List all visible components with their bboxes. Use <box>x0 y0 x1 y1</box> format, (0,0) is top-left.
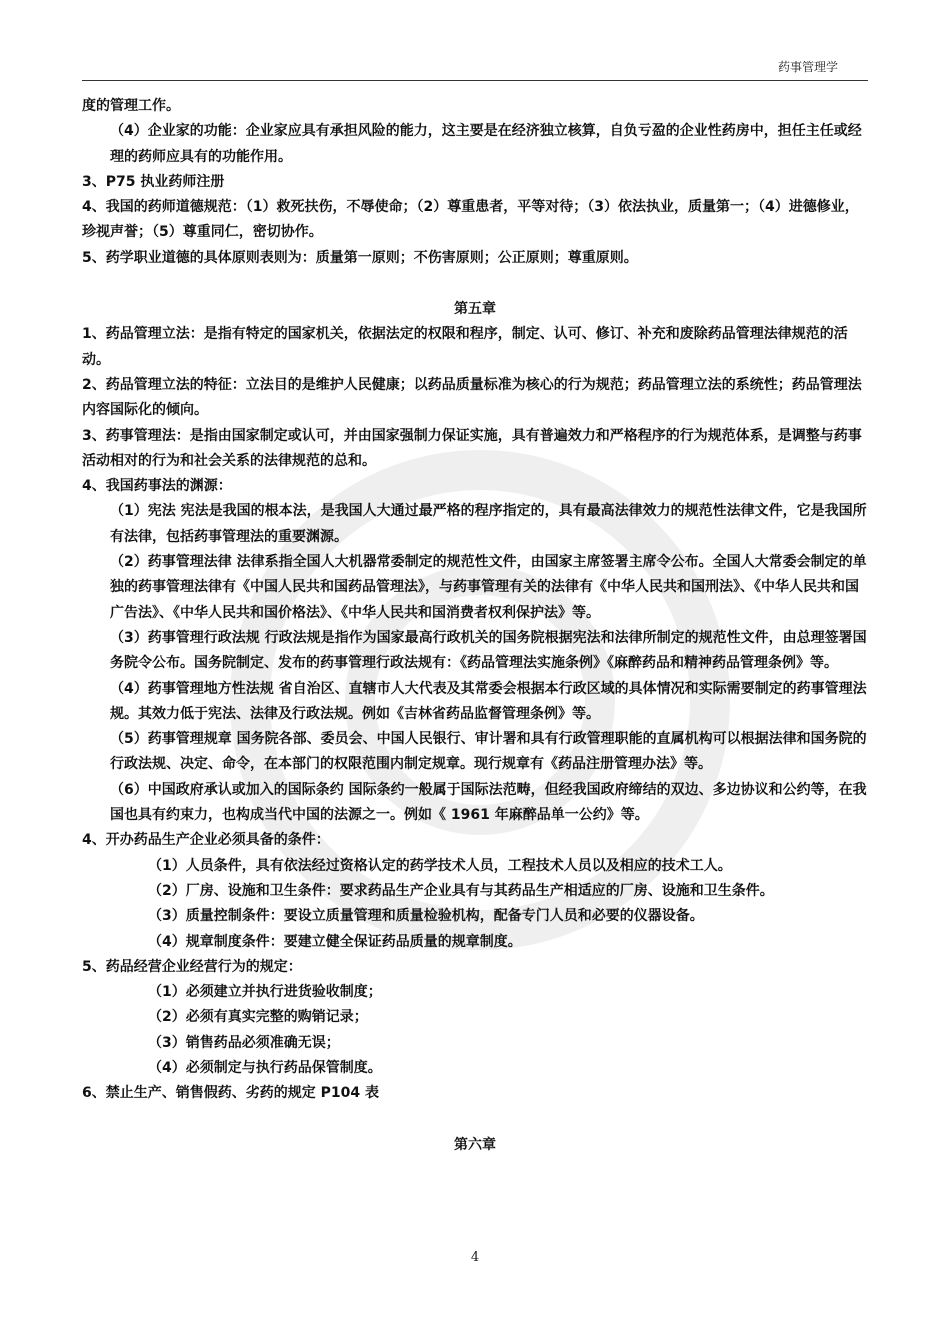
list-item: （2）必须有真实完整的购销记录； <box>148 1009 368 1026</box>
paragraph: 5、药学职业道德的具体原则表则为：质量第一原则；不伤害原则；公正原则；尊重原则。 <box>82 249 638 266</box>
paragraph: 4、我国药事法的渊源： <box>82 478 232 495</box>
list-item: （4）规章制度条件：要建立健全保证药品质量的规章制度。 <box>148 933 522 950</box>
list-item: （1）必须建立并执行进货验收制度； <box>148 984 382 1001</box>
paragraph: 3、P75 执业药师注册 <box>82 173 225 190</box>
spacer <box>82 271 868 297</box>
list-item: （4）药事管理地方性法规 省自治区、直辖市人大代表及其常委会根据本行政区域的具体情况和实际需要制定的药事管理法规。其效力低于宪法、法律及行政法规。例如《吉林省药品监督管理条例》等。 <box>110 680 867 722</box>
paragraph: 4、我国的药师道德规范：（1）救死扶伤，不辱使命；（2）尊重患者，平等对待；（3）依法执业，质量第一；（4）进德修业，珍视声誉；（5）尊重同仁，密切协作。 <box>82 199 859 241</box>
paragraph: 5、药品经营企业经营行为的规定： <box>82 958 302 975</box>
running-header: 药事管理学 <box>777 60 838 74</box>
list-item: （4）必须制定与执行药品保管制度。 <box>148 1059 382 1076</box>
list-item: （5）药事管理规章 国务院各部、委员会、中国人民银行、审计署和具有行政管理职能的直属机构可以根据法律和国务院的行政法规、决定、命令，在本部门的权限范围内制定规章。现行规章有《药品注册管理办法》等。 <box>110 731 867 773</box>
paragraph: 3、药事管理法：是指由国家制定或认可，并由国家强制力保证实施，具有普遍效力和严格程序的行为规范体系，是调整与药事活动相对的行为和社会关系的法律规范的总和。 <box>82 427 862 469</box>
paragraph: 4、开办药品生产企业必须具备的条件： <box>82 832 330 849</box>
list-item: （2）药事管理法律 法律系指全国人大机器常委制定的规范性文件，由国家主席签署主席令公布。全国人大常委会制定的单独的药事管理法律有《中国人民共和国药品管理法》，与药事管理有关的法律有《中华人民共和国刑法》、《中华人民共和国广告法》、《中华人民共和国价格法》、《中华人民共和国消费者权利保护法》等。 <box>110 554 867 621</box>
list-item: （2）厂房、设施和卫生条件：要求药品生产企业具有与其药品生产相适应的厂房、设施和卫生条件。 <box>148 882 774 899</box>
paragraph: 1、药品管理立法：是指有特定的国家机关，依据法定的权限和程序，制定、认可、修订、补充和废除药品管理法律规范的活动。 <box>82 326 848 368</box>
list-item: （6）中国政府承认或加入的国际条约 国际条约一般属于国际法范畴，但经我国政府缔结的双边、多边协议和公约等，在我国也具有约束力，也构成当代中国的法源之一。例如《 1961 年麻醉品单一公约》等。 <box>110 781 867 824</box>
chapter-title: 第五章 <box>454 301 496 318</box>
header-divider <box>82 80 868 81</box>
list-item: （1）人员条件，具有依法经过资格认定的药学技术人员，工程技术人员以及相应的技术工人。 <box>148 857 732 874</box>
paragraph: 度的管理工作。 <box>82 98 180 114</box>
document-body <box>82 94 868 1158</box>
list-item: （3）销售药品必须准确无误； <box>148 1034 340 1051</box>
chapter-title: 第六章 <box>454 1136 496 1153</box>
paragraph: 2、药品管理立法的特征：立法目的是维护人民健康；以药品质量标准为核心的行为规范；药品管理立法的系统性；药品管理法内容国际化的倾向。 <box>82 376 862 419</box>
page-number: 4 <box>470 1250 480 1265</box>
list-item: （3）药事管理行政法规 行政法规是指作为国家最高行政机关的国务院根据宪法和法律所制定的规范性文件，由总理签署国务院令公布。国务院制定、发布的药事管理行政法规有：《药品管理法实施条例》《麻醉药品和精神药品管理条例》等。 <box>110 629 867 672</box>
paragraph: （4）企业家的功能：企业家应具有承担风险的能力，这主要是在经济独立核算，自负亏盈的企业性药房中，担任主任或经理的药师应具有的功能作用。 <box>110 123 862 165</box>
spacer <box>82 1107 868 1133</box>
list-item: （1）宪法 宪法是我国的根本法，是我国人大通过最严格的程序指定的，具有最高法律效力的规范性法律文件，它是我国所有法律，包括药事管理法的重要渊源。 <box>110 503 867 545</box>
paragraph: 6、禁止生产、销售假药、劣药的规定 P104 表 <box>82 1085 379 1102</box>
list-item: （3）质量控制条件：要设立质量管理和质量检验机构，配备专门人员和必要的仪器设备。 <box>148 908 704 925</box>
